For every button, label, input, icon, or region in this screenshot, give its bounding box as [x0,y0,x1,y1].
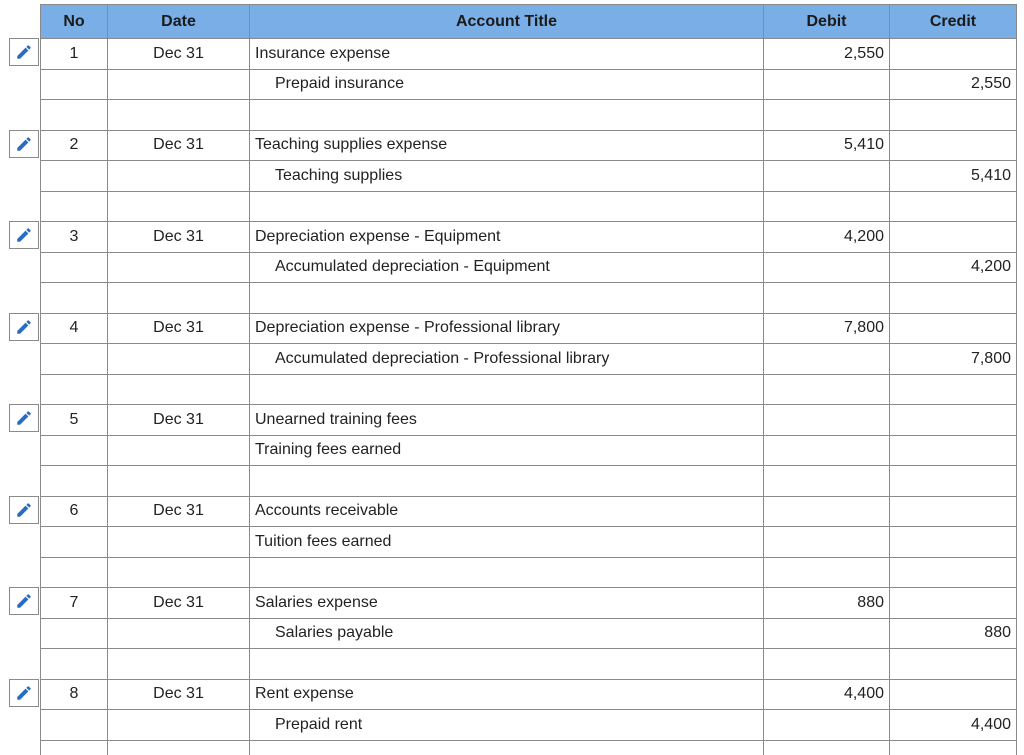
account-title: Insurance expense [255,44,391,62]
debit-amount-cell [764,405,890,436]
credit-amount-cell [890,679,1017,710]
account-title-cell [250,466,764,497]
account-title-cell [250,588,764,619]
header-credit: Credit [890,5,1017,39]
account-title: Accounts receivable [255,502,399,520]
debit-amount-cell [764,527,890,558]
credit-amount-cell [890,588,1017,619]
debit-amount-cell [764,557,890,588]
table-row [41,496,1017,527]
entry-date-cell [108,39,250,70]
entry-number-cell [41,557,108,588]
entry-number-cell [41,405,108,436]
table-row [41,435,1017,466]
debit-amount-cell [764,679,890,710]
credit-amount-cell [890,344,1017,375]
account-title: Prepaid insurance [275,75,404,93]
debit-amount-cell [764,191,890,222]
account-title-cell [250,527,764,558]
credit-amount-cell [890,161,1017,192]
entry-number: 6 [69,502,79,520]
table-row [41,710,1017,741]
pencil-icon [15,226,33,244]
entry-date-cell [108,100,250,131]
account-title-cell [250,557,764,588]
account-title: Depreciation expense - Equipment [255,227,501,245]
debit-amount-cell [764,39,890,70]
credit-amount-cell [890,130,1017,161]
debit-amount: 4,400 [843,685,884,703]
entry-date-cell [108,557,250,588]
credit-amount: 5,410 [970,166,1011,184]
credit-amount-cell [890,374,1017,405]
account-title: Tuition fees earned [255,532,392,550]
debit-amount-cell [764,130,890,161]
credit-amount-cell [890,496,1017,527]
credit-amount: 4,400 [970,715,1011,733]
account-title: Accumulated depreciation - Professional library [275,349,610,367]
edit-entry-button[interactable] [9,221,39,249]
credit-amount-cell [890,69,1017,100]
pencil-icon [15,409,33,427]
entry-date-cell [108,130,250,161]
entry-number-cell [41,618,108,649]
entry-number-cell [41,649,108,680]
account-title-cell [250,252,764,283]
debit-amount-cell [764,466,890,497]
entry-date-cell [108,283,250,314]
account-title-cell [250,496,764,527]
entry-number: 4 [69,319,79,337]
account-title-cell [250,161,764,192]
debit-amount: 2,550 [843,44,884,62]
credit-amount-cell [890,283,1017,314]
debit-amount-cell [764,374,890,405]
journal-body [41,39,1017,755]
debit-amount: 7,800 [843,319,884,337]
pencil-icon [15,592,33,610]
debit-amount-cell [764,740,890,755]
entry-date-cell [108,618,250,649]
entry-number-cell [41,466,108,497]
entry-date-cell [108,740,250,755]
debit-amount-cell [764,435,890,466]
entry-number-cell [41,496,108,527]
entry-date: Dec 31 [153,319,204,337]
account-title-cell [250,344,764,375]
edit-entry-button[interactable] [9,38,39,66]
blank-row [41,466,1017,497]
credit-amount-cell [890,527,1017,558]
account-title-cell [250,679,764,710]
credit-amount-cell [890,191,1017,222]
entry-date-cell [108,344,250,375]
entry-date-cell [108,313,250,344]
edit-entry-button[interactable] [9,313,39,341]
table-row [41,618,1017,649]
blank-row [41,374,1017,405]
entry-number: 1 [69,44,79,62]
debit-amount-cell [764,496,890,527]
entry-date: Dec 31 [153,593,204,611]
entry-date-cell [108,222,250,253]
account-title: Prepaid rent [275,715,363,733]
table-row [41,405,1017,436]
entry-date-cell [108,191,250,222]
credit-amount-cell [890,39,1017,70]
entry-number-cell [41,679,108,710]
edit-entry-button[interactable] [9,130,39,158]
blank-row [41,191,1017,222]
entry-number-cell [41,252,108,283]
entry-number-cell [41,374,108,405]
entry-date-cell [108,435,250,466]
entry-date-cell [108,649,250,680]
account-title-cell [250,69,764,100]
account-title-cell [250,649,764,680]
account-title: Teaching supplies expense [255,136,448,154]
account-title-cell [250,618,764,649]
table-row [41,69,1017,100]
entry-number-cell [41,130,108,161]
account-title-cell [250,374,764,405]
edit-entry-button[interactable] [9,587,39,615]
account-title-cell [250,313,764,344]
entry-date-cell [108,527,250,558]
entry-number-cell [41,588,108,619]
entry-number-cell [41,710,108,741]
debit-amount-cell [764,283,890,314]
account-title-cell [250,130,764,161]
header-debit: Debit [764,5,890,39]
debit-amount-cell [764,69,890,100]
blank-row [41,740,1017,755]
table-row [41,313,1017,344]
entry-date-cell [108,405,250,436]
entry-number-cell [41,39,108,70]
pencil-icon [15,684,33,702]
blank-row [41,649,1017,680]
table-row [41,252,1017,283]
account-title: Training fees earned [255,441,402,459]
entry-number-cell [41,527,108,558]
debit-amount-cell [764,222,890,253]
debit-amount-cell [764,161,890,192]
entry-date-cell [108,374,250,405]
credit-amount-cell [890,313,1017,344]
table-row [41,39,1017,70]
debit-amount: 880 [857,593,884,611]
credit-amount-cell [890,740,1017,755]
entry-date-cell [108,496,250,527]
pencil-icon [15,318,33,336]
account-title-cell [250,222,764,253]
entry-number-cell [41,161,108,192]
entry-number-cell [41,222,108,253]
account-title: Rent expense [255,685,354,703]
debit-amount-cell [764,344,890,375]
header-account-title: Account Title [250,5,764,39]
credit-amount-cell [890,618,1017,649]
account-title-cell [250,283,764,314]
entry-number-cell [41,313,108,344]
credit-amount-cell [890,435,1017,466]
entry-number: 3 [69,227,79,245]
header-no: No [41,5,108,39]
edit-entry-button[interactable] [9,679,39,707]
entry-number: 2 [69,136,79,154]
account-title: Teaching supplies [275,166,403,184]
account-title: Salaries expense [255,593,378,611]
debit-amount-cell [764,710,890,741]
debit-amount: 4,200 [843,227,884,245]
entry-number: 5 [69,410,79,428]
entry-number-cell [41,283,108,314]
table-row [41,161,1017,192]
account-title: Accumulated depreciation - Equipment [275,258,550,276]
entry-date: Dec 31 [153,410,204,428]
debit-amount-cell [764,313,890,344]
entry-number-cell [41,344,108,375]
entry-date-cell [108,69,250,100]
entry-date-cell [108,588,250,619]
account-title-cell [250,740,764,755]
debit-amount-cell [764,100,890,131]
debit-amount-cell [764,588,890,619]
entry-number: 7 [69,593,79,611]
edit-entry-button[interactable] [9,496,39,524]
account-title: Unearned training fees [255,410,417,428]
account-title-cell [250,435,764,466]
blank-row [41,283,1017,314]
entry-number-cell [41,100,108,131]
credit-amount-cell [890,649,1017,680]
table-row [41,679,1017,710]
entry-date: Dec 31 [153,44,204,62]
debit-amount-cell [764,252,890,283]
credit-amount-cell [890,100,1017,131]
entry-date: Dec 31 [153,502,204,520]
credit-amount-cell [890,466,1017,497]
journal-table [40,4,1017,755]
account-title: Salaries payable [275,624,394,642]
credit-amount-cell [890,252,1017,283]
table-row [41,130,1017,161]
credit-amount-cell [890,405,1017,436]
entry-date: Dec 31 [153,227,204,245]
entry-number-cell [41,435,108,466]
account-title-cell [250,39,764,70]
table-row [41,222,1017,253]
edit-entry-button[interactable] [9,404,39,432]
table-row [41,344,1017,375]
entry-number-cell [41,191,108,222]
entry-date-cell [108,252,250,283]
pencil-icon [15,135,33,153]
credit-amount-cell [890,557,1017,588]
header-row [41,5,1017,39]
account-title-cell [250,405,764,436]
entry-date-cell [108,710,250,741]
entry-number-cell [41,740,108,755]
account-title-cell [250,710,764,741]
account-title-cell [250,100,764,131]
debit-amount: 5,410 [843,136,884,154]
account-title-cell [250,191,764,222]
blank-row [41,100,1017,131]
table-row [41,527,1017,558]
credit-amount-cell [890,710,1017,741]
entry-date: Dec 31 [153,136,204,154]
pencil-icon [15,43,33,61]
entry-date-cell [108,679,250,710]
entry-date: Dec 31 [153,685,204,703]
entry-number: 8 [69,685,79,703]
credit-amount: 880 [984,624,1011,642]
entry-date-cell [108,161,250,192]
table-row [41,588,1017,619]
account-title: Depreciation expense - Professional library [255,319,561,337]
entry-date-cell [108,466,250,497]
header-date: Date [108,5,250,39]
credit-amount: 7,800 [970,349,1011,367]
credit-amount: 4,200 [970,258,1011,276]
blank-row [41,557,1017,588]
credit-amount-cell [890,222,1017,253]
entry-number-cell [41,69,108,100]
debit-amount-cell [764,618,890,649]
credit-amount: 2,550 [970,75,1011,93]
debit-amount-cell [764,649,890,680]
pencil-icon [15,501,33,519]
